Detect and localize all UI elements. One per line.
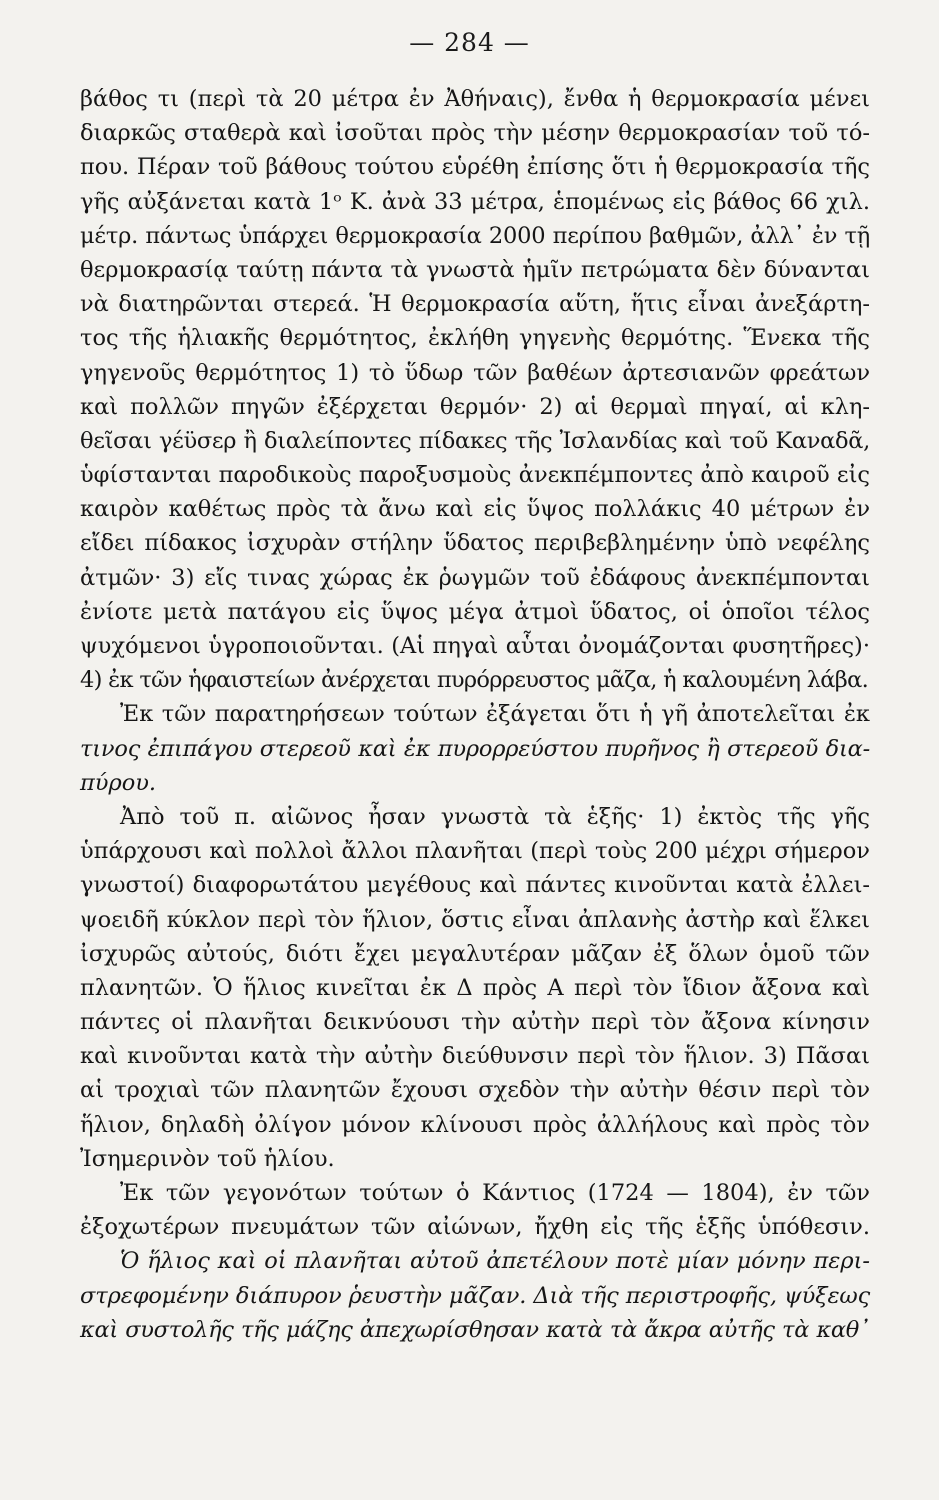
text-line: που. Πέραν τοῦ βάθους τούτου εὑρέθη ἐπίσης ὅτι ἡ θερμοκρασία τῆς (80, 154, 870, 181)
page-number: — 284 — (409, 28, 530, 57)
text-line: γνωστοί) διαφορωτάτου μεγέθους καὶ πάντες κινοῦνται κατὰ ἐλλει- (80, 872, 870, 899)
text-line: Ἐκ τῶν παρατηρήσεων τούτων ἐξάγεται ὅτι ἡ γῆ ἀποτελεῖται ἐκ (120, 701, 870, 728)
text-line: τινος ἐπιπάγου στερεοῦ καὶ ἐκ πυρορρεύστου πυρῆνος ἢ στερεοῦ δια- (80, 735, 870, 762)
body-text (80, 82, 870, 1347)
text-line: πάντες οἱ πλανῆται δεικνύουσι τὴν αὐτὴν περὶ τὸν ἄξονα κίνησιν (80, 1009, 870, 1036)
text-line: θερμοκρασίᾳ ταύτῃ πάντα τὰ γνωστὰ ἡμῖν πετρώματα δὲν δύνανται (80, 256, 870, 283)
text-line: τος τῆς ἡλιακῆς θερμότητος, ἐκλήθη γηγενὴς θερμότης. Ἕνεκα τῆς (80, 325, 870, 352)
text-line: ἐνίοτε μετὰ πατάγου εἰς ὕψος μέγα ἀτμοὶ ὕδατος, οἱ ὁποῖοι τέλος (80, 598, 870, 625)
text-line: μέτρ. πάντως ὑπάρχει θερμοκρασία 2000 περίπου βαθμῶν, ἀλλ᾽ ἐν τῇ (80, 222, 870, 249)
text-line: θεῖσαι γέϋσερ ἢ διαλείποντες πίδακες τῆς Ἰσλανδίας καὶ τοῦ Καναδᾶ, (80, 427, 870, 454)
text-line: βάθος τι (περὶ τὰ 20 μέτρα ἐν Ἀθήναις), ἔνθα ἡ θερμοκρασία μένει (80, 86, 870, 112)
text-line: εἴδει πίδακος ἰσχυρὰν στήλην ὕδατος περιβεβλημένην ὑπὸ νεφέλης (80, 530, 870, 557)
text-line: αἱ τροχιαὶ τῶν πλανητῶν ἔχουσι σχεδὸν τὴν αὐτὴν θέσιν περὶ τὸν (80, 1077, 870, 1104)
text-line: καιρὸν καθέτως πρὸς τὰ ἄνω καὶ εἰς ὕψος πολλάκις 40 μέτρων ἐν (80, 496, 870, 523)
text-line: γηγενοῦς θερμότητος 1) τὸ ὕδωρ τῶν βαθέων ἀρτεσιανῶν φρεάτων (80, 359, 870, 386)
text-line: ἀτμῶν· 3) εἴς τινας χώρας ἐκ ῥωγμῶν τοῦ ἐδάφους ἀνεκπέμπονται (80, 564, 870, 591)
text-line: ψυχόμενοι ὑγροποιοῦνται. (Αἱ πηγαὶ αὗται ὀνομάζονται φυσητῆρες)· (80, 633, 870, 659)
text-line: πύρου. (80, 769, 157, 796)
text-line: στρεφομένην διάπυρον ῥευστὴν μᾶζαν. Διὰ τῆς περιστροφῆς, ψύξεως (80, 1282, 871, 1309)
text-line: ἥλιον, δηλαδὴ ὀλίγον μόνον κλίνουσι πρὸς ἀλλήλους καὶ πρὸς τὸν (80, 1111, 870, 1138)
text-line: νὰ διατηρῶνται στερεά. Ἡ θερμοκρασία αὕτη, ἥτις εἶναι ἀνεξάρτη- (80, 291, 870, 318)
text-line: Ἰσημερινὸν τοῦ ἡλίου. (80, 1145, 335, 1172)
text-line: ἰσχυρῶς αὐτούς, διότι ἔχει μεγαλυτέραν μᾶζαν ἐξ ὅλων ὁμοῦ τῶν (80, 940, 870, 967)
text-line: πλανητῶν. Ὁ ἥλιος κινεῖται ἐκ Δ πρὸς Α περὶ τὸν ἴδιον ἄξονα καὶ (80, 974, 870, 1001)
text-line: καὶ πολλῶν πηγῶν ἐξέρχεται θερμόν· 2) αἱ θερμαὶ πηγαί, αἱ κλη- (80, 393, 870, 420)
text-line: Ὁ ἥλιος καὶ οἱ πλανῆται αὐτοῦ ἀπετέλουν ποτὲ μίαν μόνην περι- (120, 1248, 870, 1275)
text-line: ὑφίστανται παροδικοὺς παροξυσμοὺς ἀνεκπέμποντες ἀπὸ καιροῦ εἰς (80, 462, 870, 489)
text-line: 4) ἐκ τῶν ἡφαιστείων ἀνέρχεται πυρόρρευστος μᾶζα, ἡ καλουμένη λάβα. (80, 667, 869, 694)
text-line: Ἀπὸ τοῦ π. αἰῶνος ἦσαν γνωστὰ τὰ ἑξῆς· 1) ἐκτὸς τῆς γῆς (120, 803, 870, 830)
text-line: καὶ συστολῆς τῆς μάζης ἀπεχωρίσθησαν κατὰ τὰ ἄκρα αὐτῆς τὰ καθ᾽ (80, 1316, 870, 1343)
text-line: γῆς αὐξάνεται κατὰ 1ᵒ Κ. ἀνὰ 33 μέτρα, ἑπομένως εἰς βάθος 66 χιλ. (80, 188, 870, 215)
text-line: ψοειδῆ κύκλον περὶ τὸν ἥλιον, ὅστις εἶναι ἀπλανὴς ἀστὴρ καὶ ἕλκει (80, 906, 870, 933)
text-line: καὶ κινοῦνται κατὰ τὴν αὐτὴν διεύθυνσιν περὶ τὸν ἥλιον. 3) Πᾶσαι (80, 1043, 870, 1070)
text-line: διαρκῶς σταθερὰ καὶ ἰσοῦται πρὸς τὴν μέσην θερμοκρασίαν τοῦ τό- (80, 120, 870, 147)
text-line: ἐξοχωτέρων πνευμάτων τῶν αἰώνων, ἤχθη εἰς τῆς ἑξῆς ὑπόθεσιν. (80, 1214, 870, 1241)
text-line: Ἐκ τῶν γεγονότων τούτων ὁ Κάντιος (1724 — 1804), ἐν τῶν (120, 1180, 870, 1206)
text-line: ὑπάρχουσι καὶ πολλοὶ ἄλλοι πλανῆται (περὶ τοὺς 200 μέχρι σήμερον (80, 838, 870, 865)
